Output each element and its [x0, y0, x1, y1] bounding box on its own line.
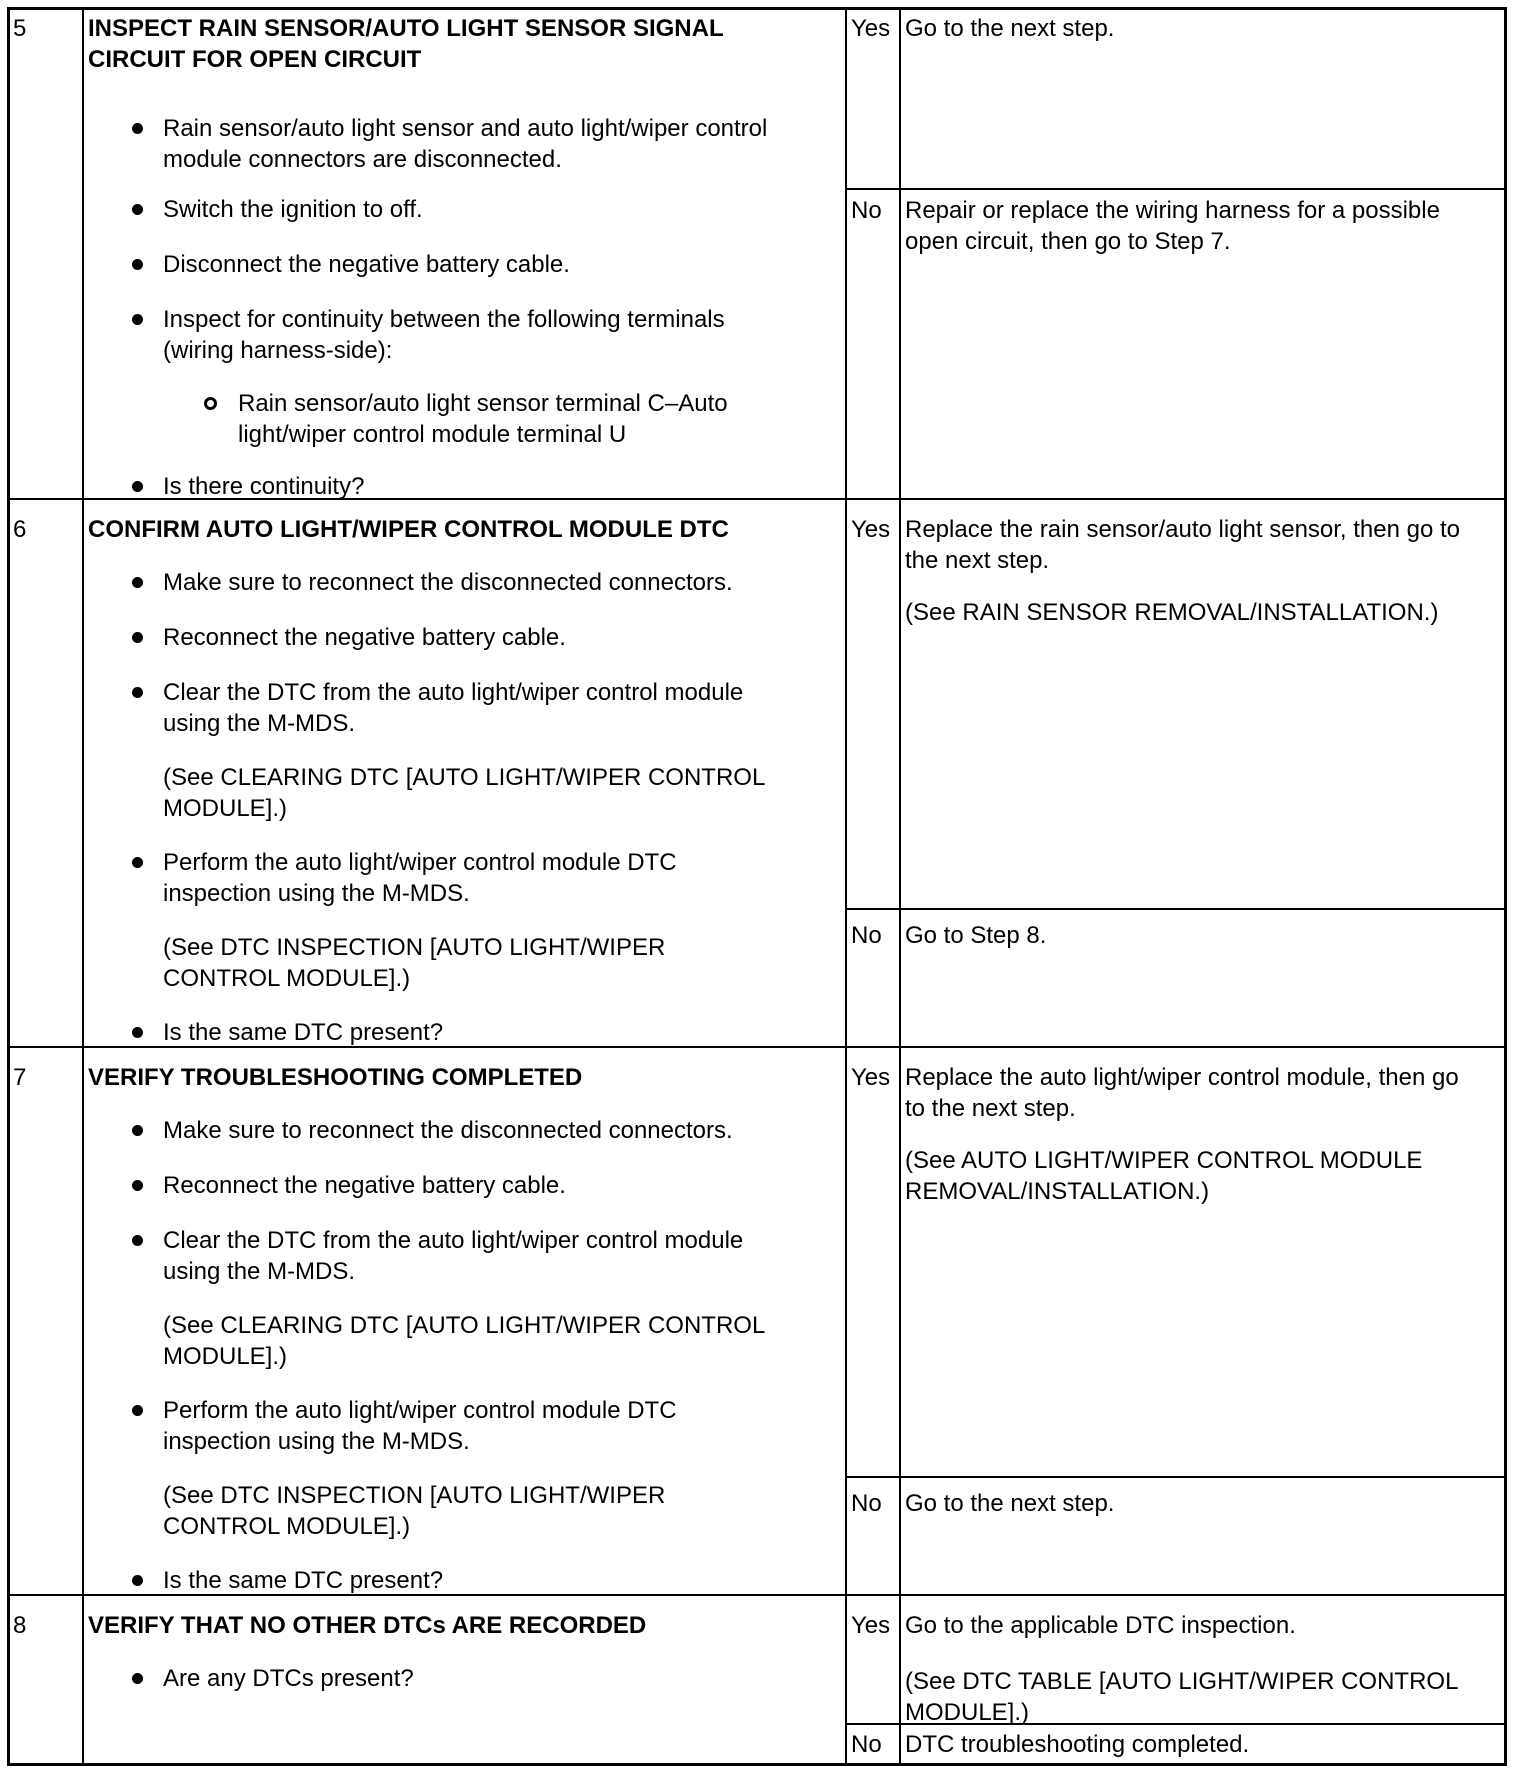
yes-label: Yes — [851, 1064, 891, 1091]
step-title: INSPECT RAIN SENSOR/AUTO LIGHT SENSOR SIGNAL — [88, 15, 724, 42]
check-item: Inspect for continuity between the following terminals — [163, 306, 725, 333]
yes-action: Replace the auto light/wiper control module, then go — [905, 1064, 1459, 1091]
check-item: Are any DTCs present? — [163, 1665, 414, 1692]
check-item: Clear the DTC from the auto light/wiper control module — [163, 679, 744, 706]
yes-action: Go to the next step. — [905, 15, 1115, 42]
yes-reference-note: REMOVAL/INSTALLATION.) — [905, 1178, 1210, 1205]
bullet-icon — [132, 577, 143, 588]
reference-note: (See DTC INSPECTION [AUTO LIGHT/WIPER — [163, 1482, 666, 1509]
step-number: 5 — [13, 15, 27, 42]
table-border-right — [1504, 7, 1507, 1766]
bullet-icon — [132, 1235, 143, 1246]
yes-reference-note: MODULE].) — [905, 1699, 1030, 1726]
yes-label: Yes — [851, 516, 891, 543]
bullet-icon — [132, 857, 143, 868]
step-number: 7 — [13, 1064, 27, 1091]
yes-reference-note: (See RAIN SENSOR REMOVAL/INSTALLATION.) — [905, 599, 1439, 626]
reference-note: CONTROL MODULE].) — [163, 1513, 411, 1540]
check-item: (wiring harness-side): — [163, 337, 393, 364]
table-border-left — [7, 7, 10, 1766]
yes-no-rule — [845, 1476, 1507, 1478]
table-border-top — [7, 7, 1507, 10]
no-label: No — [851, 1731, 882, 1758]
column-rule-yes-no — [899, 7, 901, 1766]
check-item: Perform the auto light/wiper control module DTC — [163, 1397, 677, 1424]
check-item: Make sure to reconnect the disconnected connectors. — [163, 569, 733, 596]
bullet-icon — [132, 314, 143, 325]
yes-action: Go to the applicable DTC inspection. — [905, 1612, 1296, 1639]
column-rule-result — [845, 7, 847, 1766]
yes-action: the next step. — [905, 547, 1050, 574]
column-rule-step — [82, 7, 84, 1766]
reference-note: MODULE].) — [163, 795, 288, 822]
check-item: Is there continuity? — [163, 473, 365, 500]
check-item: using the M-MDS. — [163, 710, 356, 737]
check-item: Perform the auto light/wiper control module DTC — [163, 849, 677, 876]
check-item: module connectors are disconnected. — [163, 146, 562, 173]
step-number: 8 — [13, 1612, 27, 1639]
check-item: Clear the DTC from the auto light/wiper control module — [163, 1227, 744, 1254]
yes-action: Replace the rain sensor/auto light sensor, then go to — [905, 516, 1461, 543]
yes-label: Yes — [851, 15, 891, 42]
reference-note: CONTROL MODULE].) — [163, 965, 411, 992]
check-item: inspection using the M-MDS. — [163, 1428, 470, 1455]
bullet-icon — [132, 1673, 143, 1684]
sub-check-item: Rain sensor/auto light sensor terminal C–Auto — [238, 390, 728, 417]
yes-reference-note: (See AUTO LIGHT/WIPER CONTROL MODULE — [905, 1147, 1423, 1174]
step-title: CONFIRM AUTO LIGHT/WIPER CONTROL MODULE DTC — [88, 516, 729, 543]
step-title: VERIFY TROUBLESHOOTING COMPLETED — [88, 1064, 583, 1091]
reference-note: (See CLEARING DTC [AUTO LIGHT/WIPER CONTROL — [163, 1312, 766, 1339]
yes-no-rule — [845, 188, 1507, 190]
reference-note: MODULE].) — [163, 1343, 288, 1370]
bullet-icon — [132, 481, 143, 492]
check-item: Is the same DTC present? — [163, 1567, 444, 1594]
yes-reference-note: (See DTC TABLE [AUTO LIGHT/WIPER CONTROL — [905, 1668, 1459, 1695]
step-title: CIRCUIT FOR OPEN CIRCUIT — [88, 46, 422, 73]
bullet-icon — [132, 1405, 143, 1416]
no-label: No — [851, 197, 882, 224]
check-item: Rain sensor/auto light sensor and auto light/wiper control — [163, 115, 768, 142]
step-number: 6 — [13, 516, 27, 543]
bullet-icon — [132, 632, 143, 643]
no-action: Go to the next step. — [905, 1490, 1115, 1517]
check-item: Reconnect the negative battery cable. — [163, 1172, 566, 1199]
yes-no-rule — [845, 908, 1507, 910]
bullet-icon — [132, 1125, 143, 1136]
check-item: Switch the ignition to off. — [163, 196, 423, 223]
bullet-icon — [132, 204, 143, 215]
check-item: Reconnect the negative battery cable. — [163, 624, 566, 651]
reference-note: (See CLEARING DTC [AUTO LIGHT/WIPER CONTROL — [163, 764, 766, 791]
yes-action: to the next step. — [905, 1095, 1076, 1122]
check-item: Is the same DTC present? — [163, 1019, 444, 1046]
check-item: Make sure to reconnect the disconnected connectors. — [163, 1117, 733, 1144]
no-label: No — [851, 922, 882, 949]
reference-note: (See DTC INSPECTION [AUTO LIGHT/WIPER — [163, 934, 666, 961]
no-action: Go to Step 8. — [905, 922, 1047, 949]
check-item: Disconnect the negative battery cable. — [163, 251, 570, 278]
bullet-icon — [132, 687, 143, 698]
table-border-bottom — [7, 1763, 1507, 1766]
no-action: open circuit, then go to Step 7. — [905, 228, 1231, 255]
step-title: VERIFY THAT NO OTHER DTCs ARE RECORDED — [88, 1612, 647, 1639]
no-action: DTC troubleshooting completed. — [905, 1731, 1250, 1758]
hollow-bullet-icon — [204, 397, 217, 410]
bullet-icon — [132, 1575, 143, 1586]
check-item: inspection using the M-MDS. — [163, 880, 470, 907]
sub-check-item: light/wiper control module terminal U — [238, 421, 627, 448]
bullet-icon — [132, 1027, 143, 1038]
check-item: using the M-MDS. — [163, 1258, 356, 1285]
no-label: No — [851, 1490, 882, 1517]
no-action: Repair or replace the wiring harness for a possible — [905, 197, 1440, 224]
yes-label: Yes — [851, 1612, 891, 1639]
bullet-icon — [132, 123, 143, 134]
bullet-icon — [132, 1180, 143, 1191]
bullet-icon — [132, 259, 143, 270]
